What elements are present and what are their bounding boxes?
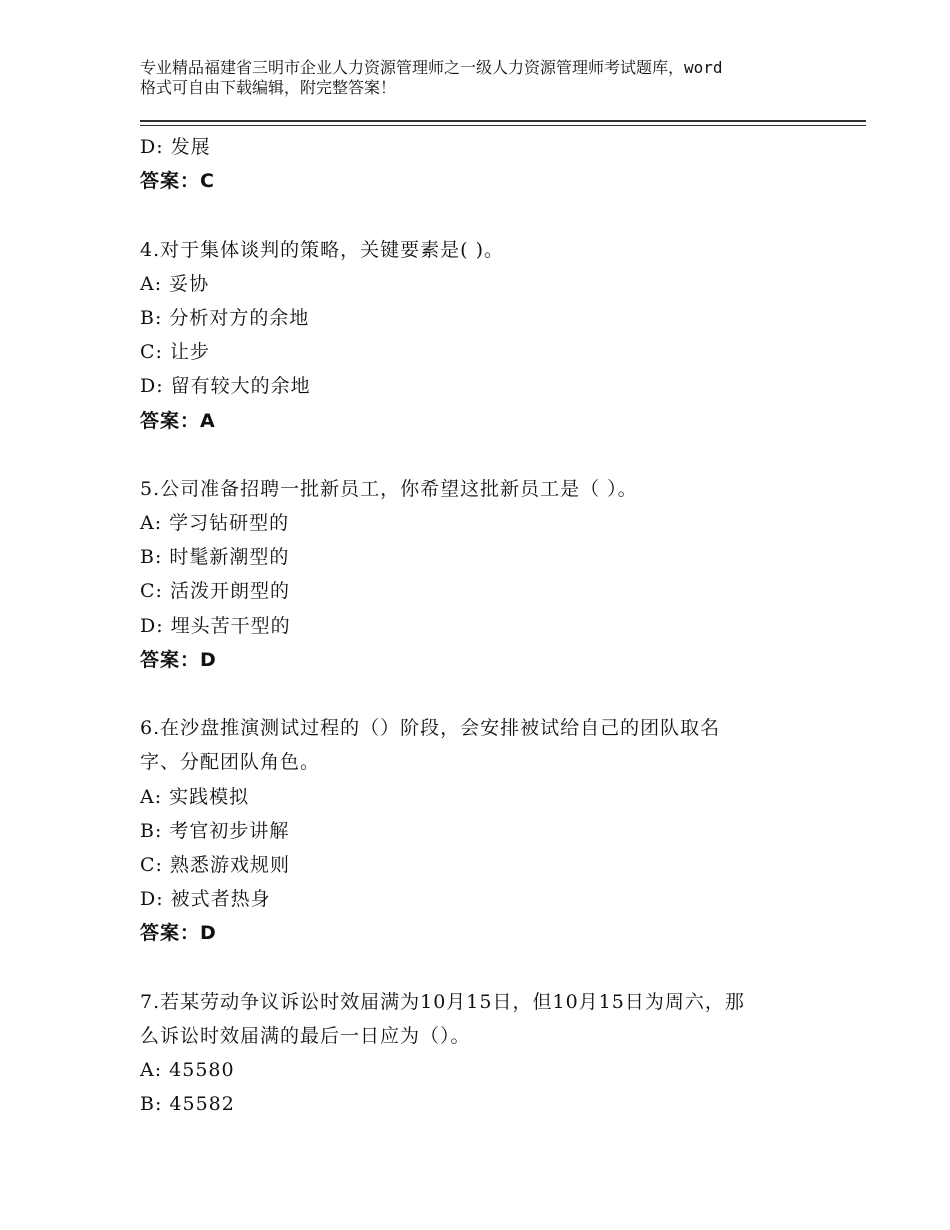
question-block-5 [140,472,830,677]
option-b: B: 45582 [140,1093,235,1116]
option-c: C: 活泼开朗型的 [140,580,290,603]
spacer [140,438,830,472]
answer-line: 答案：D [140,648,217,671]
option-d: D: 被式者热身 [140,888,271,911]
question-block-4 [140,233,830,438]
option-a: A: 45580 [140,1059,235,1082]
answer-line: 答案：A [140,409,216,432]
question-block-6 [140,711,830,950]
option-a: A: 学习钻研型的 [140,512,290,535]
option-a: A: 实践模拟 [140,785,250,808]
header-divider [140,120,866,122]
option-c: C: 熟悉游戏规则 [140,853,290,876]
page-header [140,58,840,98]
answer-line: 答案：C [140,170,215,193]
answer-line: 答案：D [140,922,217,945]
option-a: A: 妥协 [140,272,210,295]
option-c: C: 让步 [140,341,210,364]
option-d: D: 发展 [140,136,211,158]
spacer [140,677,830,711]
question-stem-continued: 么诉讼时效届满的最后一日应为（）。 [140,1024,471,1047]
spacer [140,951,830,985]
option-d: D: 埋头苦干型的 [140,614,291,637]
question-stem-continued: 字、分配团队角色。 [140,751,321,774]
question-list [140,130,830,1121]
spacer [140,198,830,232]
option-b: B: 考官初步讲解 [140,819,290,842]
option-b: B: 时髦新潮型的 [140,546,290,569]
question-stem: 5.公司准备招聘一批新员工，你希望这批新员工是（ ）。 [140,477,638,500]
question-block-7 [140,985,830,1122]
option-d: D: 留有较大的余地 [140,375,311,398]
header-title-line-1: 专业精品福建省三明市企业人力资源管理师之一级人力资源管理师考试题库，word [140,58,723,77]
option-b: B: 分析对方的余地 [140,306,310,329]
question-stem: 4.对于集体谈判的策略，关键要素是( )。 [140,238,504,261]
question-stem: 6.在沙盘推演测试过程的（）阶段，会安排被试给自己的团队取名 [140,717,721,740]
question-stem: 7.若某劳动争议诉讼时效届满为10月15日，但10月15日为周六，那 [140,990,745,1013]
header-divider-thin [140,125,866,126]
header-title-line-2: 格式可自由下载编辑，附完整答案！ [140,78,397,97]
